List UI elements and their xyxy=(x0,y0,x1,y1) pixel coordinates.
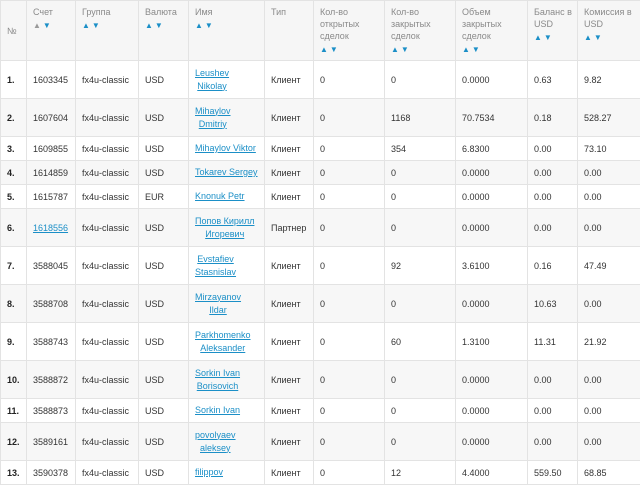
client-name-link[interactable] xyxy=(195,105,231,131)
sort-commission xyxy=(584,32,640,43)
table-row xyxy=(1,323,640,361)
commission-cell: 0.00 xyxy=(578,209,640,247)
header-group xyxy=(76,1,139,61)
sort-desc-icon[interactable]: ▼ xyxy=(92,21,100,30)
sort-balance xyxy=(534,32,577,43)
name-cell xyxy=(189,99,265,137)
header-name xyxy=(189,1,265,61)
client-name-line2: Aleksander xyxy=(200,343,245,353)
client-name-line1: Leushev xyxy=(195,68,229,78)
row-num: 6. xyxy=(1,209,27,247)
closed-deals-cell: 0 xyxy=(385,61,456,99)
row-num: 1. xyxy=(1,61,27,99)
row-num: 13. xyxy=(1,461,27,485)
table-row xyxy=(1,285,640,323)
table-row xyxy=(1,423,640,461)
sort-asc-icon[interactable]: ▲ xyxy=(195,21,203,30)
sort-desc-icon[interactable]: ▼ xyxy=(544,33,552,42)
commission-cell: 0.00 xyxy=(578,399,640,423)
currency-cell: USD xyxy=(139,323,189,361)
balance-cell: 0.00 xyxy=(528,399,578,423)
name-cell xyxy=(189,423,265,461)
name-cell xyxy=(189,323,265,361)
currency-cell: USD xyxy=(139,61,189,99)
account-cell xyxy=(27,323,76,361)
type-cell: Клиент xyxy=(265,423,314,461)
balance-cell: 0.00 xyxy=(528,137,578,161)
table-row xyxy=(1,361,640,399)
balance-cell: 559.50 xyxy=(528,461,578,485)
name-cell xyxy=(189,185,265,209)
account-cell[interactable] xyxy=(27,209,76,247)
client-name-line1: Parkhomenko xyxy=(195,330,251,340)
client-name-line1: povolyaev xyxy=(195,430,236,440)
balance-cell: 0.00 xyxy=(528,209,578,247)
commission-cell: 0.00 xyxy=(578,361,640,399)
row-num: 7. xyxy=(1,247,27,285)
type-cell: Клиент xyxy=(265,285,314,323)
sort-name xyxy=(195,20,264,31)
name-cell xyxy=(189,61,265,99)
currency-cell: USD xyxy=(139,399,189,423)
client-name-link[interactable] xyxy=(195,429,236,455)
client-name-link[interactable] xyxy=(195,166,258,179)
open-deals-cell: 0 xyxy=(314,285,385,323)
header-row xyxy=(1,1,640,61)
open-deals-cell: 0 xyxy=(314,209,385,247)
table-row xyxy=(1,161,640,185)
closed-volume-cell: 70.7534 xyxy=(456,99,528,137)
client-name-link[interactable] xyxy=(195,253,236,279)
open-deals-cell: 0 xyxy=(314,423,385,461)
client-name-link[interactable] xyxy=(195,142,256,155)
account-cell xyxy=(27,137,76,161)
client-name-link[interactable] xyxy=(195,190,245,203)
client-name-line2: Dmitriy xyxy=(199,119,227,129)
name-cell xyxy=(189,209,265,247)
balance-cell: 0.63 xyxy=(528,61,578,99)
sort-desc-icon[interactable]: ▼ xyxy=(330,45,338,54)
client-name-line2: Игоревич xyxy=(205,229,244,239)
closed-volume-cell: 0.0000 xyxy=(456,209,528,247)
client-name-line2: Borisovich xyxy=(197,381,239,391)
client-name-line1: Knonuk Petr xyxy=(195,191,245,201)
name-cell xyxy=(189,161,265,185)
open-deals-cell: 0 xyxy=(314,161,385,185)
header-balance-label: Баланс в USD xyxy=(534,7,572,29)
account-cell xyxy=(27,399,76,423)
balance-cell: 0.00 xyxy=(528,423,578,461)
header-currency xyxy=(139,1,189,61)
account-number: 1603345 xyxy=(33,75,68,85)
closed-deals-cell: 0 xyxy=(385,361,456,399)
sort-desc-icon[interactable]: ▼ xyxy=(205,21,213,30)
type-cell: Клиент xyxy=(265,137,314,161)
account-number[interactable]: 1618556 xyxy=(33,223,68,233)
commission-cell: 0.00 xyxy=(578,185,640,209)
group-cell: fx4u-classic xyxy=(76,423,139,461)
name-cell xyxy=(189,247,265,285)
open-deals-cell: 0 xyxy=(314,461,385,485)
type-cell: Клиент xyxy=(265,361,314,399)
client-name-line2: Nikolay xyxy=(197,81,227,91)
closed-volume-cell: 0.0000 xyxy=(456,161,528,185)
row-num: 8. xyxy=(1,285,27,323)
type-cell: Клиент xyxy=(265,61,314,99)
header-num: № xyxy=(1,1,27,61)
account-number: 1609855 xyxy=(33,144,68,154)
account-cell xyxy=(27,185,76,209)
group-cell: fx4u-classic xyxy=(76,185,139,209)
account-cell xyxy=(27,161,76,185)
sort-account xyxy=(33,20,75,31)
commission-cell: 0.00 xyxy=(578,161,640,185)
closed-deals-cell: 12 xyxy=(385,461,456,485)
closed-volume-cell: 0.0000 xyxy=(456,399,528,423)
account-cell xyxy=(27,423,76,461)
balance-cell: 0.00 xyxy=(528,185,578,209)
balance-cell: 0.00 xyxy=(528,161,578,185)
header-commission xyxy=(578,1,640,61)
sort-group xyxy=(82,20,138,31)
client-name-line2: Ildar xyxy=(209,305,227,315)
sort-desc-icon[interactable]: ▼ xyxy=(43,21,51,30)
currency-cell: USD xyxy=(139,99,189,137)
header-balance xyxy=(528,1,578,61)
account-number: 3588873 xyxy=(33,406,68,416)
closed-deals-cell: 0 xyxy=(385,185,456,209)
client-name-line2: aleksey xyxy=(200,443,231,453)
header-name-label: Имя xyxy=(195,7,213,17)
row-num: 9. xyxy=(1,323,27,361)
client-name-link[interactable] xyxy=(195,67,229,93)
row-num: 10. xyxy=(1,361,27,399)
currency-cell: USD xyxy=(139,247,189,285)
sort-asc-icon[interactable]: ▲ xyxy=(82,21,90,30)
header-currency-label: Валюта xyxy=(145,7,177,17)
sort-asc-icon[interactable]: ▲ xyxy=(320,45,328,54)
group-cell: fx4u-classic xyxy=(76,361,139,399)
sort-open-deals xyxy=(320,44,384,55)
open-deals-cell: 0 xyxy=(314,399,385,423)
name-cell xyxy=(189,285,265,323)
open-deals-cell: 0 xyxy=(314,99,385,137)
closed-volume-cell: 0.0000 xyxy=(456,423,528,461)
client-name-line1: Tokarev Sergey xyxy=(195,167,258,177)
currency-cell: USD xyxy=(139,285,189,323)
table-row xyxy=(1,461,640,485)
account-number: 3590378 xyxy=(33,468,68,478)
currency-cell: USD xyxy=(139,423,189,461)
currency-cell: USD xyxy=(139,209,189,247)
sort-asc-icon[interactable]: ▲ xyxy=(534,33,542,42)
balance-cell: 0.16 xyxy=(528,247,578,285)
client-name-line1: Попов Кирилл xyxy=(195,216,254,226)
open-deals-cell: 0 xyxy=(314,247,385,285)
client-name-link[interactable] xyxy=(195,215,254,241)
group-cell: fx4u-classic xyxy=(76,61,139,99)
type-cell: Клиент xyxy=(265,461,314,485)
currency-cell: USD xyxy=(139,161,189,185)
header-group-label: Группа xyxy=(82,7,111,17)
header-account-label: Счет xyxy=(33,7,53,17)
closed-deals-cell: 0 xyxy=(385,209,456,247)
client-name-line1: Sorkin Ivan xyxy=(195,368,240,378)
client-name-line1: Mihaylov Viktor xyxy=(195,143,256,153)
commission-cell: 9.82 xyxy=(578,61,640,99)
commission-cell: 47.49 xyxy=(578,247,640,285)
client-name-line1: filippov xyxy=(195,467,223,477)
group-cell: fx4u-classic xyxy=(76,399,139,423)
table-row xyxy=(1,209,640,247)
closed-deals-cell: 1168 xyxy=(385,99,456,137)
account-cell xyxy=(27,99,76,137)
sort-desc-icon[interactable]: ▼ xyxy=(401,45,409,54)
account-number: 1607604 xyxy=(33,113,68,123)
table-row xyxy=(1,99,640,137)
sort-desc-icon[interactable]: ▼ xyxy=(472,45,480,54)
group-cell: fx4u-classic xyxy=(76,161,139,185)
header-closed-volume xyxy=(456,1,528,61)
header-open-deals-label: Кол-во открытых сделок xyxy=(320,7,359,41)
commission-cell: 73.10 xyxy=(578,137,640,161)
type-cell: Клиент xyxy=(265,99,314,137)
header-open-deals xyxy=(314,1,385,61)
closed-volume-cell: 4.4000 xyxy=(456,461,528,485)
table-row xyxy=(1,399,640,423)
sort-closed-deals xyxy=(391,44,455,55)
commission-cell: 68.85 xyxy=(578,461,640,485)
client-name-link[interactable] xyxy=(195,404,240,417)
group-cell: fx4u-classic xyxy=(76,137,139,161)
client-name-link[interactable] xyxy=(195,367,240,393)
currency-cell: USD xyxy=(139,461,189,485)
open-deals-cell: 0 xyxy=(314,61,385,99)
sort-desc-icon[interactable]: ▼ xyxy=(155,21,163,30)
client-name-line1: Evstafiev xyxy=(197,254,234,264)
sort-currency xyxy=(145,20,188,31)
group-cell: fx4u-classic xyxy=(76,99,139,137)
sort-asc-icon[interactable]: ▲ xyxy=(391,45,399,54)
row-num: 11. xyxy=(1,399,27,423)
commission-cell: 21.92 xyxy=(578,323,640,361)
account-cell xyxy=(27,247,76,285)
account-cell xyxy=(27,461,76,485)
sort-asc-icon[interactable]: ▲ xyxy=(33,21,41,30)
account-cell xyxy=(27,285,76,323)
table-body xyxy=(1,61,640,485)
row-num: 4. xyxy=(1,161,27,185)
header-closed-deals xyxy=(385,1,456,61)
currency-cell: EUR xyxy=(139,185,189,209)
type-cell: Клиент xyxy=(265,399,314,423)
table-row xyxy=(1,247,640,285)
table-row xyxy=(1,61,640,99)
closed-deals-cell: 354 xyxy=(385,137,456,161)
table-row xyxy=(1,137,640,161)
account-number: 3589161 xyxy=(33,437,68,447)
closed-volume-cell: 0.0000 xyxy=(456,361,528,399)
account-number: 1614859 xyxy=(33,168,68,178)
row-num: 12. xyxy=(1,423,27,461)
client-name-link[interactable] xyxy=(195,291,241,317)
row-num: 2. xyxy=(1,99,27,137)
sort-asc-icon[interactable]: ▲ xyxy=(462,45,470,54)
account-number: 3588743 xyxy=(33,337,68,347)
header-type: Тип xyxy=(265,1,314,61)
balance-cell: 0.18 xyxy=(528,99,578,137)
balance-cell: 11.31 xyxy=(528,323,578,361)
open-deals-cell: 0 xyxy=(314,185,385,209)
closed-deals-cell: 0 xyxy=(385,399,456,423)
group-cell: fx4u-classic xyxy=(76,247,139,285)
name-cell xyxy=(189,137,265,161)
group-cell: fx4u-classic xyxy=(76,461,139,485)
header-commission-label: Комиссия в USD xyxy=(584,7,632,29)
sort-desc-icon[interactable]: ▼ xyxy=(594,33,602,42)
account-cell xyxy=(27,61,76,99)
header-account xyxy=(27,1,76,61)
sort-asc-icon[interactable]: ▲ xyxy=(145,21,153,30)
name-cell xyxy=(189,361,265,399)
open-deals-cell: 0 xyxy=(314,361,385,399)
open-deals-cell: 0 xyxy=(314,323,385,361)
type-cell: Клиент xyxy=(265,185,314,209)
header-closed-deals-label: Кол-во закрытых сделок xyxy=(391,7,431,41)
closed-deals-cell: 0 xyxy=(385,285,456,323)
closed-deals-cell: 92 xyxy=(385,247,456,285)
group-cell: fx4u-classic xyxy=(76,285,139,323)
table-row xyxy=(1,185,640,209)
balance-cell: 0.00 xyxy=(528,361,578,399)
group-cell: fx4u-classic xyxy=(76,209,139,247)
header-closed-volume-label: Объем закрытых сделок xyxy=(462,7,502,41)
balance-cell: 10.63 xyxy=(528,285,578,323)
account-number: 3588708 xyxy=(33,299,68,309)
type-cell: Клиент xyxy=(265,247,314,285)
closed-deals-cell: 60 xyxy=(385,323,456,361)
closed-volume-cell: 3.6100 xyxy=(456,247,528,285)
account-number: 3588045 xyxy=(33,261,68,271)
account-number: 3588872 xyxy=(33,375,68,385)
name-cell xyxy=(189,399,265,423)
account-cell xyxy=(27,361,76,399)
closed-volume-cell: 1.3100 xyxy=(456,323,528,361)
commission-cell: 528.27 xyxy=(578,99,640,137)
type-cell: Клиент xyxy=(265,323,314,361)
account-number: 1615787 xyxy=(33,192,68,202)
client-name-link[interactable] xyxy=(195,466,223,479)
sort-asc-icon[interactable]: ▲ xyxy=(584,33,592,42)
client-name-line1: Sorkin Ivan xyxy=(195,405,240,415)
group-cell: fx4u-classic xyxy=(76,323,139,361)
currency-cell: USD xyxy=(139,137,189,161)
currency-cell: USD xyxy=(139,361,189,399)
commission-cell: 0.00 xyxy=(578,285,640,323)
name-cell xyxy=(189,461,265,485)
client-name-line2: Stasnislav xyxy=(195,267,236,277)
sort-closed-volume xyxy=(462,44,527,55)
closed-deals-cell: 0 xyxy=(385,423,456,461)
closed-volume-cell: 6.8300 xyxy=(456,137,528,161)
closed-deals-cell: 0 xyxy=(385,161,456,185)
type-cell: Клиент xyxy=(265,161,314,185)
row-num: 3. xyxy=(1,137,27,161)
row-num: 5. xyxy=(1,185,27,209)
closed-volume-cell: 0.0000 xyxy=(456,61,528,99)
open-deals-cell: 0 xyxy=(314,137,385,161)
client-name-link[interactable] xyxy=(195,329,251,355)
client-name-line1: Mirzayanov xyxy=(195,292,241,302)
closed-volume-cell: 0.0000 xyxy=(456,285,528,323)
client-name-line1: Mihaylov xyxy=(195,106,231,116)
closed-volume-cell: 0.0000 xyxy=(456,185,528,209)
commission-cell: 0.00 xyxy=(578,423,640,461)
type-cell: Партнер xyxy=(265,209,314,247)
